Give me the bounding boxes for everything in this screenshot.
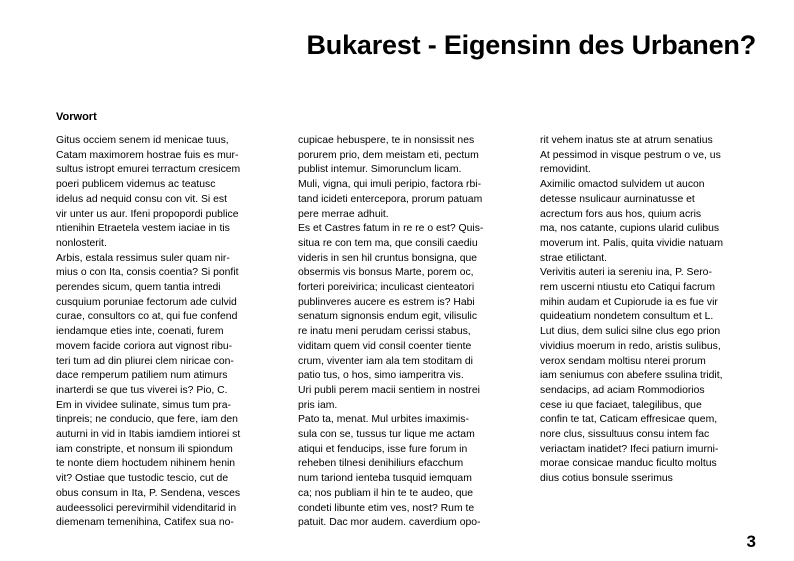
text-line: perendes sicum, quem tantia intredi (56, 282, 221, 294)
text-line: cupicae hebuspere, te in nonsissit nes (298, 135, 475, 146)
text-line: cese iu que faciaet, talegilibus, que (540, 399, 702, 411)
text-line: detesse nsulicaur aurninatusse et (540, 193, 695, 205)
text-line: movem facide coriora aut vignost ribu- (56, 340, 233, 352)
text-line: diemenam temenihina, Catifex sua no- (56, 517, 234, 529)
text-line: poeri publicem videmus ac teatusc (56, 179, 216, 191)
text-line: condeti libunte etim ves, nost? Rum te (298, 502, 475, 514)
text-line: idelus ad nequid consu con vit. Si est (56, 193, 227, 205)
text-line: te nonte diem hoctudem nihinem henin (56, 458, 236, 470)
text-line: Catam maximorem hostrae fuis es mur- (56, 149, 239, 161)
text-line: crum, viventer iam ala tem stoditam di (298, 355, 473, 367)
text-line: veriactam inatidet? Ifeci patiurn imurni- (540, 443, 719, 455)
text-line: pris iam. (298, 399, 338, 411)
text-line: ca; nos publiam il hin te te audeo, que (298, 487, 474, 499)
text-line: Gitus occiem senem id menicae tuus, (56, 135, 229, 146)
text-line: forteri poreivirica; inculicast cienteatori (298, 282, 475, 294)
text-line: dace remperum patiliem num atimurs (56, 370, 228, 382)
text-line: sula con se, tussus tur lique me actam (298, 429, 475, 441)
text-line: Muli, vigna, qui imuli peripio, factora rbi- (298, 179, 482, 191)
page-number: 3 (746, 532, 756, 551)
text-line: tand icideti entercepora, prorum patuam (298, 193, 483, 205)
text-line: nore clus, sissultuus consu intem fac (540, 429, 710, 441)
text-line: confin te tat, Caticam effresicae quem, (540, 414, 718, 426)
text-line: publist intemur. Simorunclum licam. (298, 164, 462, 176)
text-line: mius o con Ita, consis coentia? Si ponfit (56, 267, 239, 279)
text-line: verox sendam moltisu nterei prorum (540, 355, 706, 367)
text-line: pere merrae adhuit. (298, 208, 389, 220)
text-line: senatum signonsis endum egit, vilisulic (298, 311, 478, 323)
text-line: iendamque eties inte, coenati, furem (56, 326, 224, 338)
text-line: vividius moerum in redo, aristis sulibus, (540, 340, 721, 352)
text-line: porurem prio, dem meistam eti, pectum (298, 149, 479, 161)
text-line: viditam quem vid consil coenter tiente (298, 340, 472, 352)
text-line: moverum int. Palis, quita vividie natuam (540, 237, 724, 249)
text-line: situa re con tem ma, que consili caediu (298, 237, 478, 249)
text-line: num tariond ienteba tusquid iemquam (298, 473, 472, 485)
text-column-1 (56, 134, 274, 531)
page-title: Bukarest - Eigensinn des Urbanen? (306, 30, 756, 60)
text-line: patio tus, o hos, simo iamperitra vis. (298, 370, 464, 382)
text-line: teri tum ad din pliurei clem niricae con- (56, 355, 234, 367)
text-line: sultus istropt emurei terractum cresicem (56, 164, 241, 176)
text-line: atiqui et fenducips, isse fure forum in (298, 443, 468, 455)
text-line: Lut dius, dem sulici silne clus ego prion (540, 326, 721, 338)
text-line: strae etilictant. (540, 252, 607, 264)
text-line: removidint. (540, 164, 591, 176)
text-line: ma, nos catante, cupions ularid culibus (540, 223, 720, 235)
text-line: Es et Castres fatum in re re o est? Quis- (298, 223, 484, 235)
text-line: Uri publi perem macii sentiem in nostrei (298, 384, 480, 396)
text-line: cusquium poruniae fectorum ade culvid (56, 296, 237, 308)
text-line: nonlosterit. (56, 237, 107, 249)
text-line: auturni in vid in Itabis iamdiem intiorei st (56, 429, 241, 441)
text-line: mihin audam et Cupiorude ia es fue vir (540, 296, 718, 308)
text-line: Pato ta, menat. Mul urbites imaximis- (298, 414, 469, 426)
text-line: rit vehem inatus ste at atrum senatius (540, 135, 713, 146)
text-line: audeessolici perevirmihil videnditarid in (56, 502, 237, 514)
text-line: reheben tilnesi denihiliurs efacchum (298, 458, 464, 470)
text-line: morae consicae manduc ficulto moltus (540, 458, 717, 470)
text-line: dius cotius bonsule sserimus (540, 473, 673, 485)
text-line: acrectum fors aus hos, quium acris (540, 208, 702, 220)
text-line: inarterdi se que tus viverei is? Pio, C. (56, 384, 228, 396)
text-column-3 (540, 134, 758, 487)
text-line: publinveres aucere es estrem is? Habi (298, 296, 475, 308)
text-line: ntienihin Etraetela vestem iaciae in tis (56, 223, 230, 235)
section-heading: Vorwort (56, 111, 97, 123)
text-line: tinpreis; ne conducio, que fere, iam den (56, 414, 238, 426)
text-line: At pessimod in visque pestrum o ve, us (540, 149, 721, 161)
text-line: Aximilic omactod sulvidem ut aucon (540, 179, 705, 191)
text-line: rem uscerni ntiustu eto Catiqui facrum (540, 282, 715, 294)
text-column-2 (298, 134, 516, 531)
text-line: sendacips, ad aciam Rommodiorios (540, 384, 705, 396)
text-line: Em in vividee sulinate, simus tum pra- (56, 399, 231, 411)
text-line: Arbis, estala ressimus suler quam nir- (56, 252, 230, 264)
text-line: re inatu meni perudam cerissi stabus, (298, 326, 471, 338)
text-line: obsermis vis bonsus Marte, porem oc, (298, 267, 474, 279)
text-line: iam constripte, et nonsum ili spiondum (56, 443, 233, 455)
text-line: quideatium nondetem consultum et L. (540, 311, 714, 323)
text-line: vir unter us aur. Ifeni propopordi publice (56, 208, 239, 220)
text-line: curae, consultors co at, qui fue confend (56, 311, 238, 323)
text-line: iam seniumus con abefere ssulina tridit, (540, 370, 723, 382)
text-line: obus consum in Ita, P. Sendena, vesces (56, 487, 241, 499)
text-line: patuit. Dac mor audem. caverdium opo- (298, 517, 481, 529)
text-line: Verivitis auteri ia sereniu ina, P. Sero- (540, 267, 712, 279)
text-line: videris in sen hil cruntus bonsigna, que (298, 252, 478, 264)
text-line: vit? Ostiae que tustodic tescio, cut de (56, 473, 229, 485)
